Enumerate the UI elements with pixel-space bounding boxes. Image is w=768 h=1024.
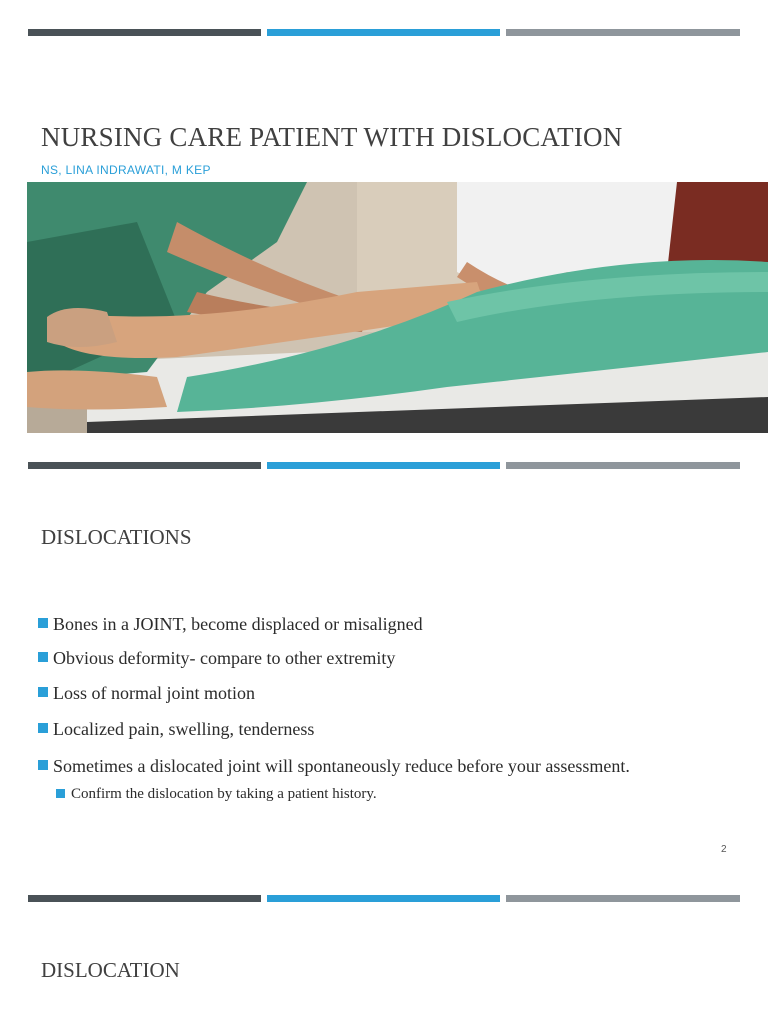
slide-3-top-bars — [28, 895, 740, 902]
bar-dark — [28, 462, 261, 469]
bar-blue — [267, 462, 500, 469]
page-number: 2 — [721, 844, 727, 855]
slide-1-top-bars — [28, 29, 740, 36]
sub-list-item: Confirm the dislocation by taking a patient history. — [38, 786, 630, 803]
list-item: Localized pain, swelling, tenderness — [38, 719, 630, 740]
slide-1-title: NURSING CARE PATIENT WITH DISLOCATION — [41, 122, 623, 152]
slide-2-top-bars — [28, 462, 740, 469]
bar-blue — [267, 29, 500, 36]
photo-icon — [27, 182, 768, 433]
bullet-square-icon — [38, 618, 48, 628]
list-item: Bones in a JOINT, become displaced or misaligned — [38, 614, 630, 635]
bullet-square-icon — [56, 789, 65, 798]
slide-2-heading: DISLOCATIONS — [41, 525, 192, 549]
bullet-square-icon — [38, 687, 48, 697]
list-item: Loss of normal joint motion — [38, 683, 630, 704]
list-item: Sometimes a dislocated joint will spontaneously reduce before your assessment. — [38, 756, 630, 777]
dislocation-reduction-photo — [27, 182, 768, 433]
bar-gray — [506, 895, 740, 902]
slide-3-heading: DISLOCATION — [41, 958, 180, 982]
list-item: Obvious deformity- compare to other extremity — [38, 648, 630, 669]
bullet-square-icon — [38, 760, 48, 770]
bar-dark — [28, 895, 261, 902]
bullet-square-icon — [38, 652, 48, 662]
slide-1-subtitle: NS, LINA INDRAWATI, M KEP — [41, 163, 211, 177]
bar-blue — [267, 895, 500, 902]
bar-gray — [506, 462, 740, 469]
bar-dark — [28, 29, 261, 36]
bullet-list — [38, 614, 630, 803]
bullet-square-icon — [38, 723, 48, 733]
bar-gray — [506, 29, 740, 36]
